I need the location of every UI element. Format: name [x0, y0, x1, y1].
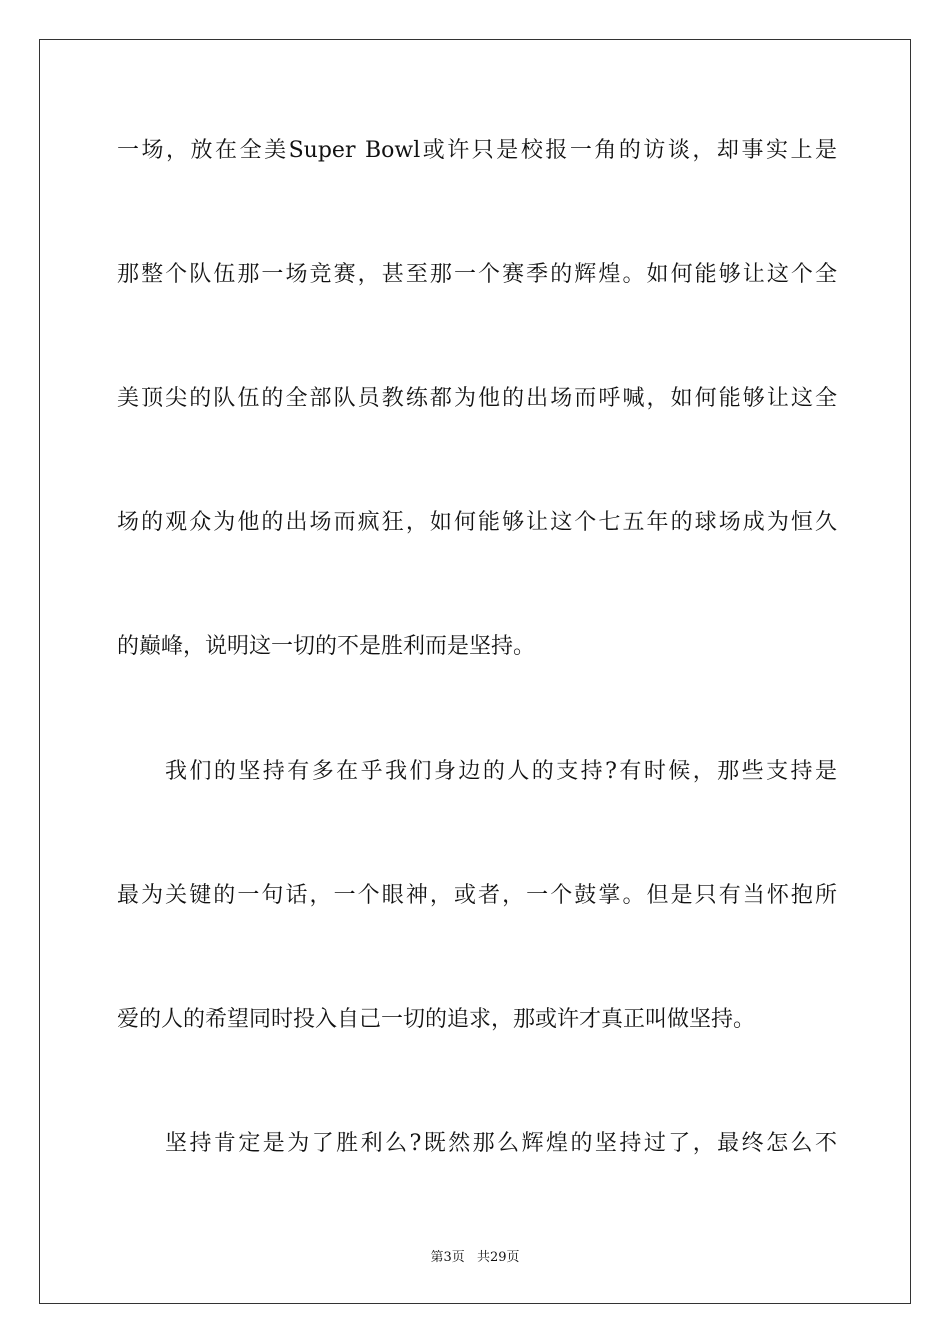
page-footer [0, 1246, 950, 1265]
page-total: 共29页 [476, 1250, 520, 1265]
text-line-8: 爱的人的希望同时投入自己一切的追求，那或许才真正叫做坚持。 [117, 1007, 756, 1032]
text-line-3: 美顶尖的队伍的全部队员教练都为他的出场而呼喊，如何能够让这全 [117, 386, 837, 411]
text-line-5: 的巅峰，说明这一切的不是胜利而是坚持。 [117, 634, 536, 659]
page-number: 第3页 [430, 1250, 465, 1265]
text-line-1: 一场，放在全美Super Bowl或许只是校报一角的访谈，却事实上是 [117, 138, 837, 163]
page-frame [39, 39, 911, 1304]
text-line-2: 那整个队伍那一场竞赛，甚至那一个赛季的辉煌。如何能够让这个全 [117, 262, 837, 287]
text-line-4: 场的观众为他的出场而疯狂，如何能够让这个七五年的球场成为恒久 [117, 510, 837, 535]
text-line-7: 最为关键的一句话，一个眼神，或者，一个鼓掌。但是只有当怀抱所 [117, 883, 837, 908]
text-line-9: 坚持肯定是为了胜利么?既然那么辉煌的坚持过了，最终怎么不 [165, 1131, 837, 1156]
text-line-6: 我们的坚持有多在乎我们身边的人的支持?有时候，那些支持是 [165, 759, 837, 784]
